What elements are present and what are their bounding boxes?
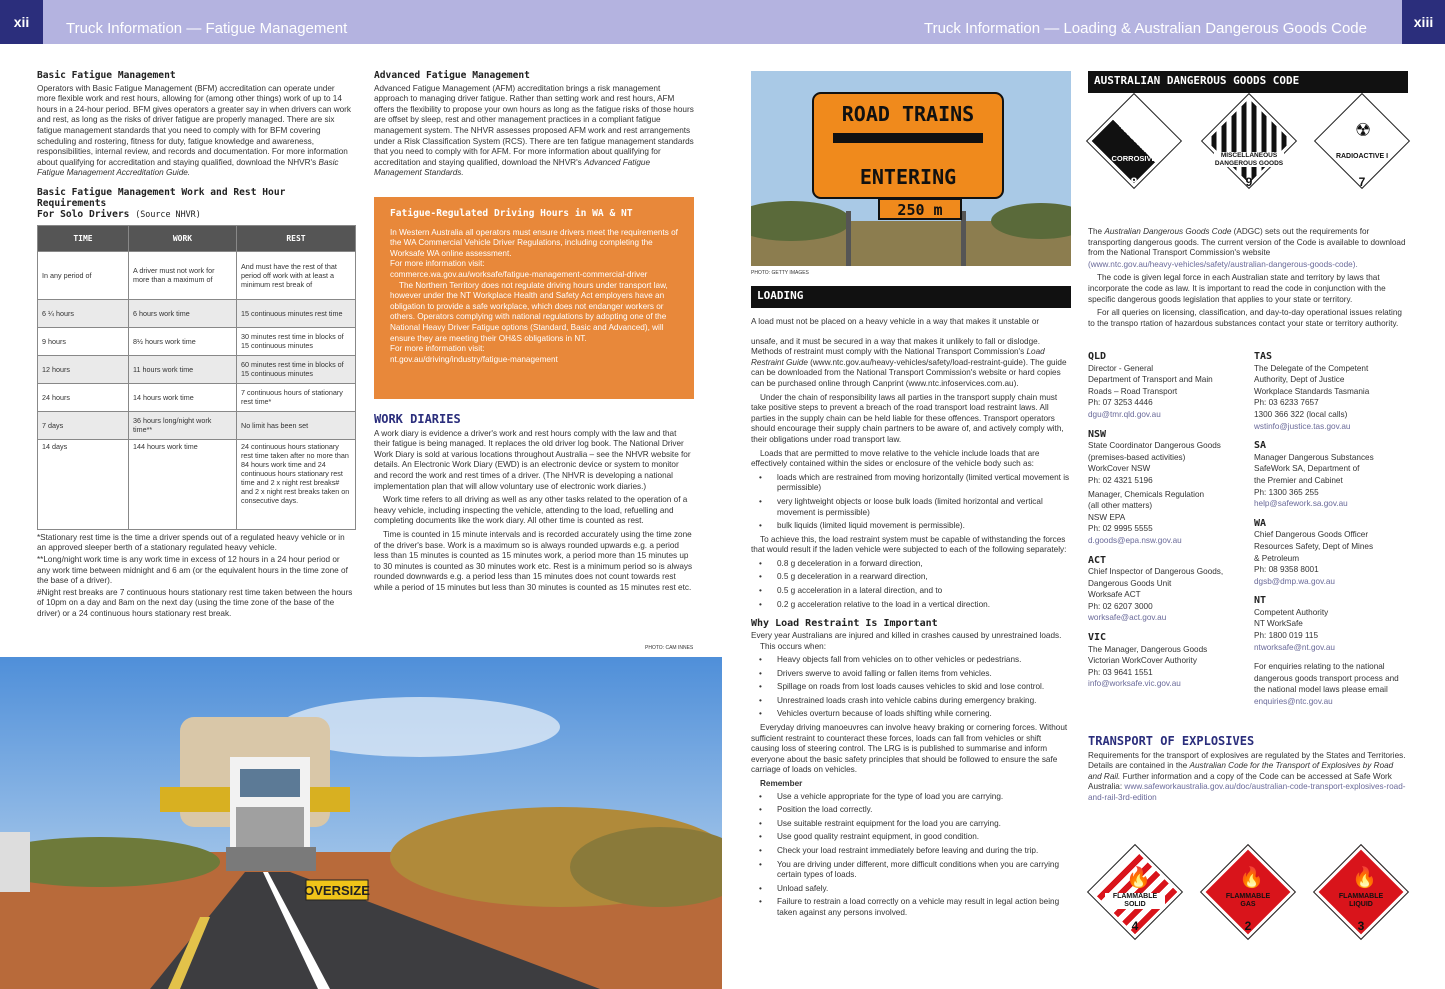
table-cell: And must have the rest of that period off work with at least a minimum rest break of bbox=[237, 251, 356, 299]
work-diaries-p1: A work diary is evidence a driver's work and rest hours comply with the law and that their fatigue is being managed. It replaces the old driver log book. The National Driver Work Diary is sold at various locations throughout Australia – see the NHVR website for details. An Electronic Work Diary (EWD) is an electronic device or system to monitor and record the work and rest times of a driver. (The NHVR is developing a national implementation plan that will allow voluntary use of electronic work diaries.) bbox=[374, 428, 691, 491]
sign-class: 2 bbox=[1244, 919, 1252, 933]
table-cell: In any period of bbox=[38, 251, 129, 299]
afm-heading: Advanced Fatigue Management bbox=[374, 70, 530, 81]
sign-class: 7 bbox=[1358, 175, 1366, 189]
list-item: • 0.2 g acceleration relative to the load in a vertical direction. bbox=[777, 600, 1071, 611]
requirements-subheading: For Solo Drivers (Source NHVR) bbox=[37, 209, 201, 221]
truck-photo-credit: PHOTO: CAM INNES bbox=[645, 645, 694, 651]
explosives-heading: TRANSPORT OF EXPLOSIVES bbox=[1088, 734, 1255, 748]
list-item: • 0.5 g acceleration in a lateral direction, and to bbox=[777, 586, 1071, 597]
flame-icon: 🔥 bbox=[1239, 867, 1264, 889]
list-item: • Failure to restrain a load correctly on a vehicle may result in legal action being taken against any persons involved. bbox=[777, 897, 1071, 918]
state-label: SA bbox=[1254, 440, 1267, 452]
table-cell: 6 hours work time bbox=[129, 299, 237, 327]
flammable-gas-sign bbox=[1215, 859, 1281, 933]
loading-p6: Every year Australians are injured and killed in crashes caused by unrestrained loads. bbox=[751, 630, 1062, 640]
table-cell: 24 continuous hours stationary rest time taken after no more than 84 hours work time and 24 continuous hours stationary rest time and 2 x night rest breaks# and 2 x night rest breaks taken on consecutive days. bbox=[237, 439, 356, 529]
contact-act: ACT Chief Inspector of Dangerous Goods, Dangerous Goods Unit Worksafe ACT Ph: 02 6207 3000 worksafe@act.gov.au bbox=[1088, 556, 1238, 625]
corrosive-sign bbox=[1101, 108, 1167, 189]
state-label: WA bbox=[1254, 517, 1267, 529]
loading-p5: To achieve this, the load restraint system must be capable of withstanding the forces that would result if the laden vehicle were subjected to each of the following separately: bbox=[751, 534, 1067, 555]
adg-p2: The code is given legal force in each Australian state and territory by laws that incorporate the code as law. It is important to read the code in conjunction with the specific dangerous goods legislation that applies to your state or territory. bbox=[1088, 273, 1386, 304]
list-item: • 0.5 g deceleration in a rearward direction, bbox=[777, 572, 1071, 583]
sign-line2: ENTERING bbox=[859, 165, 957, 189]
page-number-right: xiii bbox=[1402, 0, 1445, 44]
sign-class: 4 bbox=[1131, 919, 1139, 933]
loading-p8: Everyday driving manoeuvres can involve heavy braking or cornering forces. Without sufficient restraint to counteract these forces, loads can fall from vehicles or shift causing loss of steering control. The LRG is is published to summarise and inform everyone about the basic safety principles that should be followed to ensure the safe carriage of loads on vehicles. bbox=[751, 723, 1068, 775]
sign-distance: 250 m bbox=[897, 201, 943, 219]
adg-body bbox=[1088, 227, 1408, 330]
radiation-icon: ☢ bbox=[1355, 120, 1372, 140]
flame-icon: 🔥 bbox=[1352, 867, 1377, 889]
note-long-night: **Long/night work time is any work time in excess of 12 hours in a 24 hour period or any work time between midnight and 6 am (or the equivalent hours in the time zone of the base of a driver). bbox=[37, 554, 348, 586]
bfm-heading: Basic Fatigue Management bbox=[37, 70, 176, 81]
explosives-body: Requirements for the transport of explosives are regulated by the States and Territories. Details are contained in the Australian Code for the Transport of Explosives by Road and Rail. Further information and a copy of the Code can be accessed at Safe Work Australia: www.safeworkaustralia.gov.au/doc/australian-code-transport-explosives-road-and-rail-3rd-edition bbox=[1088, 750, 1406, 802]
work-diaries-heading: WORK DIARIES bbox=[374, 412, 461, 426]
list-item: • very lightweight objects or loose bulk loads (limited horizontal and vertical movement is permissible) bbox=[777, 497, 1071, 518]
flammable-solid-sign bbox=[1102, 859, 1168, 933]
page-number-left: xii bbox=[0, 0, 43, 44]
callout-nt-link[interactable]: nt.gov.au/driving/industry/fatigue-management bbox=[390, 354, 558, 364]
miscellaneous-sign bbox=[1214, 108, 1284, 189]
table-cell: 6 ¼ hours bbox=[38, 299, 129, 327]
list-item: • You are driving under different, more difficult conditions when you are carrying certain types of loads. bbox=[777, 860, 1071, 881]
work-diaries-p2: Work time refers to all driving as well as any other tasks related to the operation of a heavy vehicle, including inspecting the vehicle, attending to the load, refuelling and completing documents like the work diary. All other time is counted as rest. bbox=[374, 495, 688, 526]
radioactive-sign bbox=[1329, 108, 1395, 189]
loading-heading: LOADING bbox=[751, 286, 1071, 308]
explosives-section bbox=[1088, 728, 1408, 805]
right-page-title: Truck Information — Loading & Australian Dangerous Goods Code bbox=[923, 20, 1367, 37]
fatigue-table bbox=[37, 225, 356, 530]
bfm-body: Operators with Basic Fatigue Management (BFM) accreditation can operate under more flexible work and rest hours, allowing for (among other things) work of up to 14 hours in a 24-hour period. BFM gives operators a greater say in when drivers can work and rest, as long as the risks of driver fatigue are properly managed. There are six fatigue management standards that you need to comply with for BFM covering scheduling and rostering, fitness for duty, fatigue knowledge and awareness, responsibilities, internal review, and records and documentation. For more information about qualifying for accreditation and staying qualified, download the NHVR's Basic Fatigue Management Accreditation Guide. bbox=[37, 83, 352, 178]
contact-wa: WA Chief Dangerous Goods Officer Resources Safety, Dept of Mines & Petroleum Ph: 08 9358 8001 dgsb@dmp.wa.gov.au bbox=[1254, 519, 1414, 588]
permitted-loads-list bbox=[751, 473, 1071, 532]
sign-label: RADIOACTIVE I bbox=[1335, 153, 1389, 160]
contact-tas: TAS The Delegate of the Competent Authority, Dept of Justice Workplace Standards Tasmania Ph: 03 6233 7657 1300 366 322 (local calls) wstinfo@justice.tas.gov.au bbox=[1254, 352, 1414, 432]
forces-list bbox=[751, 559, 1071, 610]
contact-sa: SA Manager Dangerous Substances SafeWork SA, Department of the Premier and Cabinet Ph: 1300 365 255 help@safework.sa.gov.au bbox=[1254, 441, 1414, 510]
callout-wa-link[interactable]: commerce.wa.gov.au/worksafe/fatigue-management-commercial-driver bbox=[390, 269, 648, 279]
contact-nt: NT Competent Authority NT WorkSafe Ph: 1800 019 115 ntworksafe@nt.gov.au bbox=[1254, 596, 1414, 653]
state-label: VIC bbox=[1088, 632, 1107, 644]
list-item: • Drivers swerve to avoid falling or fallen items from vehicles. bbox=[777, 669, 1071, 680]
work-diaries-p3: Time is counted in 15 minute intervals and is recorded accurately using the time zone of the driver's base. Work is a maximum so is always rounded upwards e.g. a period less than 15 minutes is counted as 15 minutes work, a period more than 15 minutes up to 30 minutes is counted as 30 minutes work etc. Rest is a minimum period so is always rounded downwards e.g. a period less than 15 minutes does not count towards rest while a period of 15 minutes but less than 30 minutes is counted as 15 minutes rest etc. bbox=[374, 529, 693, 592]
state-label: ACT bbox=[1088, 554, 1107, 566]
sign-label: MISCELLANEOUS DANGEROUS GOODS bbox=[1214, 152, 1284, 167]
table-cell: 144 hours work time bbox=[129, 439, 237, 529]
contact-ntc: For enquiries relating to the national dangerous goods transport process and the national model laws please email enquiries@ntc.gov.au bbox=[1254, 662, 1414, 707]
loading-p2: unsafe, and it must be secured in a way that makes it unlikely to fall or dislodge. Methods of restraint must comply with the National Transport Commission's Load Restraint Guide (www.ntc.gov.au/heavy-vehicles/safety/load-restraint-guide). The guide can be downloaded from the National Transport Commission's website or hard copies can be purchased online through Canprint (www.ntc.infoservices.com.au). bbox=[751, 336, 1067, 388]
state-contacts-right bbox=[1254, 352, 1414, 709]
adg-p1: The Australian Dangerous Goods Code (ADGC) sets out the requirements for transporting dangerous goods. The current version of the Code is available to download from the National Transport Commission's website bbox=[1088, 227, 1406, 258]
loading-p7: This occurs when: bbox=[760, 642, 826, 652]
table-cell: 60 minutes rest time in blocks of 15 continuous minutes bbox=[237, 355, 356, 383]
email-link[interactable]: enquiries@ntc.gov.au bbox=[1254, 697, 1333, 707]
list-item: • bulk liquids (limited liquid movement is permissible). bbox=[777, 521, 1071, 532]
table-cell: 14 days bbox=[38, 439, 129, 529]
list-item: • Use suitable restraint equipment for the load you are carrying. bbox=[777, 819, 1071, 830]
wa-nt-callout bbox=[374, 197, 694, 399]
afm-body: Advanced Fatigue Management (AFM) accreditation brings a risk management approach to managing driver fatigue. Rather than setting work and rest hours, AFM offers the flexibility to propose your own hours as long as the fatigue risks of those hours are offset by sleep, rest and other management practices in a compliant fatigue management system. The NHVR assesses proposed AFM work and rest arrangements under a Risk Classification System (RCS). There are ten fatigue management standards that you need to comply with for AFM. For more information about qualifying for accreditation and staying qualified, download the NHVR's Advanced Fatigue Management Standards. bbox=[374, 83, 694, 178]
callout-title: Fatigue-Regulated Driving Hours in WA & NT bbox=[390, 208, 633, 219]
flammable-liquid-sign bbox=[1328, 859, 1394, 933]
list-item: • loads which are restrained from moving horizontally (limited vertical movement is permissible) bbox=[777, 473, 1071, 494]
table-cell: 11 hours work time bbox=[129, 355, 237, 383]
list-item: • Check your load restraint immediately before leaving and during the trip. bbox=[777, 846, 1071, 857]
table-cell: 30 minutes rest time in blocks of 15 continuous minutes bbox=[237, 327, 356, 355]
flame-icon: 🔥 bbox=[1126, 867, 1151, 889]
sign-label: FLAMMABLE LIQUID bbox=[1338, 893, 1384, 908]
list-item: • 0.8 g deceleration in a forward direction, bbox=[777, 559, 1071, 570]
list-item: • Spillage on roads from lost loads causes vehicles to skid and lose control. bbox=[777, 682, 1071, 693]
table-cell: 7 days bbox=[38, 411, 129, 439]
afm-section bbox=[374, 71, 694, 180]
list-item: • Vehicles overturn because of loads shifting while cornering. bbox=[777, 709, 1071, 720]
work-diaries-section bbox=[374, 404, 694, 595]
contact-nsw: NSW State Coordinator Dangerous Goods (premises-based activities) WorkCover NSW Ph: 02 4321 5196 Manager, Chemicals Regulation (all other matters) NSW EPA Ph: 02 9995 5555 d.goods@epa.nsw.gov.au bbox=[1088, 430, 1238, 547]
email-link[interactable]: help@safework.sa.gov.au bbox=[1254, 499, 1348, 509]
email-link[interactable]: info@worksafe.vic.gov.au bbox=[1088, 679, 1181, 689]
road-sign-photo bbox=[751, 71, 1071, 266]
road-train-photo bbox=[0, 657, 722, 989]
email-link[interactable]: dgsb@dmp.wa.gov.au bbox=[1254, 576, 1335, 586]
why-restraint-heading: Why Load Restraint Is Important bbox=[751, 618, 938, 630]
loading-p4: Loads that are permitted to move relative to the vehicle include loads that are effectively contained within the sides or enclosure of the vehicle body such as: bbox=[751, 448, 1040, 469]
email-link[interactable]: wstinfo@justice.tas.gov.au bbox=[1254, 421, 1351, 431]
list-item: • Use good quality restraint equipment, in good condition. bbox=[777, 832, 1071, 843]
left-page-title: Truck Information — Fatigue Management bbox=[66, 20, 348, 37]
table-cell: 8½ hours work time bbox=[129, 327, 237, 355]
list-item: • Heavy objects fall from vehicles on to other vehicles or pedestrians. bbox=[777, 655, 1071, 666]
state-label: NSW bbox=[1088, 428, 1107, 440]
email-link[interactable]: worksafe@act.gov.au bbox=[1088, 613, 1167, 623]
sign-label: FLAMMABLE GAS bbox=[1225, 893, 1271, 908]
state-label: QLD bbox=[1088, 351, 1107, 362]
sign-class: 9 bbox=[1245, 175, 1253, 189]
table-cell: 9 hours bbox=[38, 327, 129, 355]
sign-photo-credit: PHOTO: GETTY IMAGES bbox=[751, 270, 809, 276]
table-cell: 24 hours bbox=[38, 383, 129, 411]
oversize-plate: OVERSIZE bbox=[304, 883, 370, 898]
sign-class: 3 bbox=[1357, 919, 1365, 933]
sign-label: CORROSIVE bbox=[1111, 154, 1157, 163]
email-link[interactable]: d.goods@epa.nsw.gov.au bbox=[1088, 535, 1182, 545]
explosives-link[interactable]: www.safeworkaustralia.gov.au/doc/australian-code-transport-explosives-road-and-rail-3rd-edition bbox=[1088, 782, 1406, 802]
requirements-heading: Basic Fatigue Management Work and Rest Hour Requirements bbox=[37, 186, 286, 209]
state-contacts-left bbox=[1088, 352, 1238, 691]
adg-link[interactable]: (www.ntc.gov.au/heavy-vehicles/safety/australian-dangerous-goods-code). bbox=[1088, 259, 1358, 269]
state-label: TAS bbox=[1254, 351, 1273, 362]
callout-text: For more information visit: bbox=[390, 259, 485, 269]
email-link[interactable]: dgu@tmr.qld.gov.au bbox=[1088, 409, 1161, 419]
contact-qld: QLD Director - General Department of Transport and Main Roads – Road Transport Ph: 07 3253 4446 dgu@tmr.qld.gov.au bbox=[1088, 352, 1238, 421]
note-stationary: *Stationary rest time is the time a driver spends out of a regulated heavy vehicle or in an approved sleeper berth of a stationary regulated heavy vehicle. bbox=[37, 532, 345, 553]
table-cell: No limit has been set bbox=[237, 411, 356, 439]
sign-label: FLAMMABLE SOLID bbox=[1105, 893, 1165, 909]
callout-nt-text: The Northern Territory does not regulate driving hours under transport law, however under the NT Workplace Health and Safety Act employers have an obligation to provide a safe workplace, which does not endanger workers or others. Operators complying with national regulations by adopting one of the National Heavy Driver Fatigue options (Standard, Basic and Advanced), will ensure they are meeting their OH&S obligations in NT. bbox=[390, 280, 668, 343]
remember-list bbox=[751, 792, 1071, 919]
adg-heading-wrap bbox=[1088, 71, 1408, 93]
sign-line1: ROAD TRAINS bbox=[841, 102, 975, 126]
state-label: NT bbox=[1254, 595, 1267, 607]
table-cell: 15 continuous minutes rest time bbox=[237, 299, 356, 327]
table-header-rest: REST bbox=[237, 225, 356, 251]
note-night-rest: #Night rest breaks are 7 continuous hours stationary rest time taken between the hours of 10pm on a day and 8am on the next day (using the time zone of the base of the driver) or a 24 continuous hours stationary rest break. bbox=[37, 587, 353, 618]
table-header-time: TIME bbox=[38, 225, 129, 251]
loading-p3: Under the chain of responsibility laws all parties in the transport supply chain must take positive steps to prevent a breach of the road transport load restraint laws. All parties in the supply chain can be held liable for these offences. Transport operators should encourage their supply chain partners to be aware of, and actively comply with, their obligations under road transport law. bbox=[751, 392, 1064, 444]
list-item: • Use a vehicle appropriate for the type of load you are carrying. bbox=[777, 792, 1071, 803]
table-header-work: WORK bbox=[129, 225, 237, 251]
list-item: • Position the load correctly. bbox=[777, 805, 1071, 816]
loading-section bbox=[751, 286, 1071, 922]
table-cell: 12 hours bbox=[38, 355, 129, 383]
email-link[interactable]: ntworksafe@nt.gov.au bbox=[1254, 642, 1335, 652]
sign-class: 8 bbox=[1130, 175, 1138, 189]
bfm-section bbox=[37, 71, 355, 620]
table-cell: 7 continuous hours of stationary rest time* bbox=[237, 383, 356, 411]
callout-wa-text: In Western Australia all operators must ensure drivers meet the requirements of the WA Commercial Vehicle Driver Regulations, including completing the Worksafe WA online assessment. bbox=[390, 227, 678, 258]
list-item: • Unload safely. bbox=[777, 884, 1071, 895]
table-cell: 14 hours work time bbox=[129, 383, 237, 411]
loading-p1: A load must not be placed on a heavy vehicle in a way that makes it unstable or bbox=[751, 317, 1040, 326]
crash-causes-list bbox=[751, 655, 1071, 720]
list-item: • Unrestrained loads crash into vehicle cabins during emergency braking. bbox=[777, 696, 1071, 707]
callout-text: For more information visit: bbox=[390, 344, 485, 354]
remember-label: Remember bbox=[760, 778, 803, 788]
contact-vic: VIC The Manager, Dangerous Goods Victorian WorkCover Authority Ph: 03 9641 1551 info@worksafe.vic.gov.au bbox=[1088, 633, 1238, 690]
table-cell: A driver must not work for more than a maximum of bbox=[129, 251, 237, 299]
adg-p3: For all queries on licensing, classification, and day-to-day operational issues relating to the transpo rtation of hazardous substances contact your state or territory authority. bbox=[1088, 308, 1402, 328]
table-cell: 36 hours long/night work time** bbox=[129, 411, 237, 439]
adg-heading: AUSTRALIAN DANGEROUS GOODS CODE bbox=[1088, 71, 1408, 93]
